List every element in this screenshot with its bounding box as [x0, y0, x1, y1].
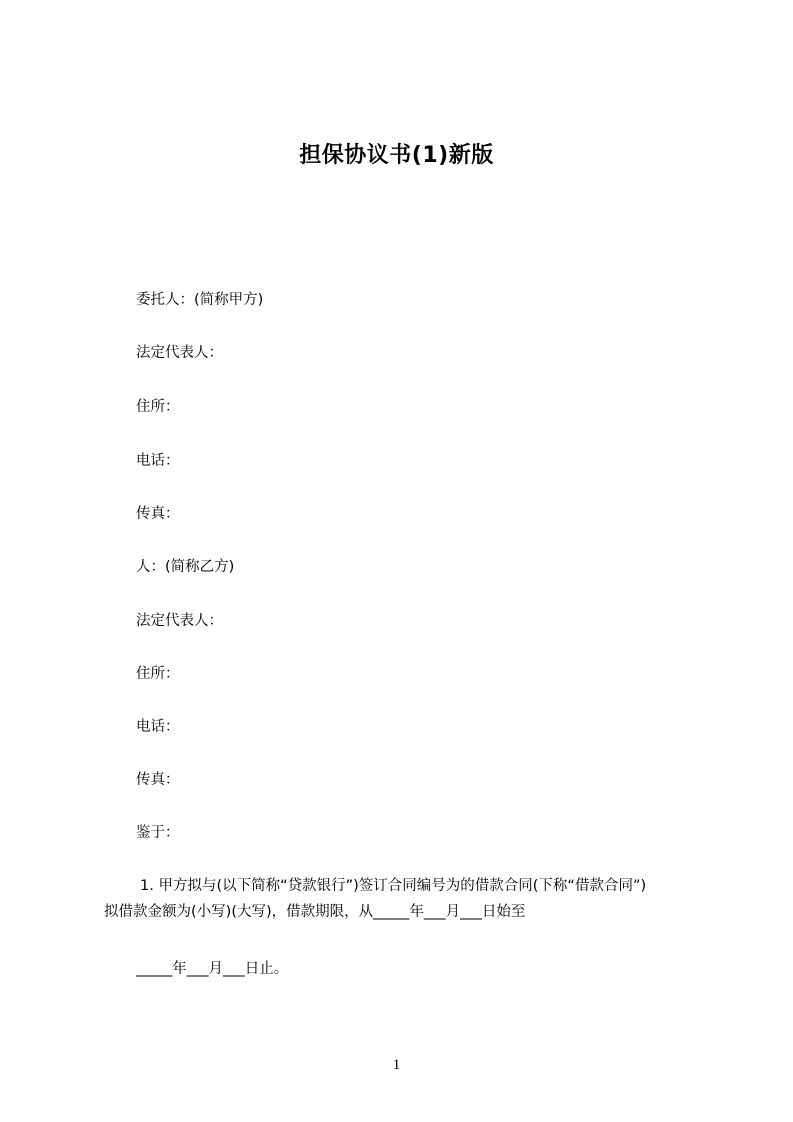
document-title: 担保协议书(1)新版: [299, 143, 494, 168]
party-a-phone-label: 电话：: [136, 453, 180, 469]
clause-1-line-3: _____年___月___日止。: [136, 961, 289, 977]
party-b-fax-label: 传真：: [136, 772, 180, 788]
party-a-address-label: 住所：: [136, 399, 180, 415]
whereas-heading: 鉴于：: [136, 825, 180, 841]
party-b-representative-label: 法定代表人：: [136, 613, 223, 629]
page-number: 1: [392, 1057, 401, 1073]
clause-1-line-1: 1. 甲方拟与(以下简称“贷款银行”)签订合同编号为的借款合同(下称“借款合同”): [140, 878, 647, 894]
party-b-heading: 人：(简称乙方): [136, 559, 235, 575]
party-a-heading: 委托人：(简称甲方): [136, 292, 264, 308]
clause-1-line-2: 拟借款金额为(小写)(大写)，借款期限，从_____年___月___日始至: [104, 904, 526, 920]
party-b-phone-label: 电话：: [136, 719, 180, 735]
party-b-address-label: 住所：: [136, 666, 180, 682]
party-a-fax-label: 传真：: [136, 506, 180, 522]
party-a-representative-label: 法定代表人：: [136, 345, 223, 361]
